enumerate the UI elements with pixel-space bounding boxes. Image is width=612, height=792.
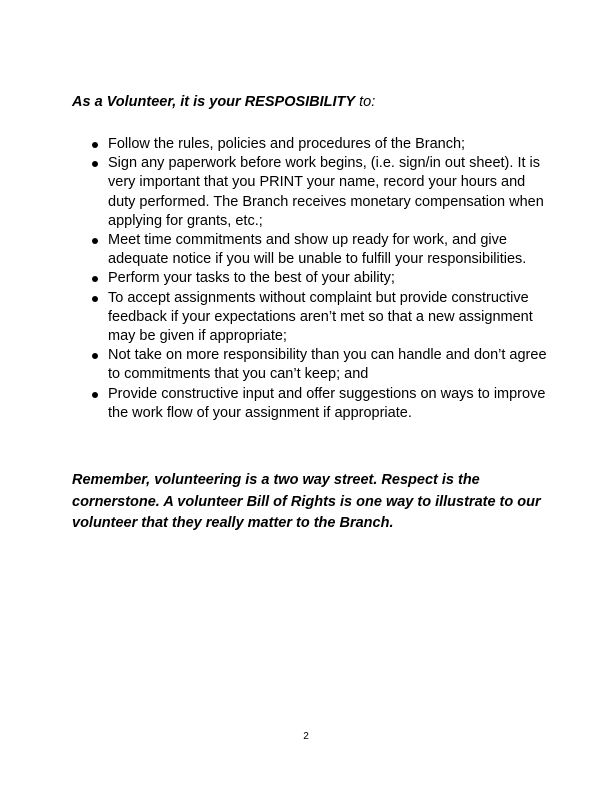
intro-tail: to:	[355, 94, 376, 110]
intro-heading	[72, 93, 542, 112]
bullet-icon	[92, 296, 98, 302]
list-item-text: Meet time commitments and show up ready for work, and give adequate notice if you will be unable to fulfill your responsibilities.	[108, 232, 527, 268]
list-item	[88, 269, 548, 288]
list-item-text: Follow the rules, policies and procedures of the Branch;	[108, 136, 466, 152]
intro-lead: As a Volunteer, it is your RESPOSIBILITY	[72, 94, 356, 110]
bullet-icon	[92, 276, 98, 282]
list-item	[88, 135, 548, 154]
bullet-icon	[92, 392, 98, 398]
list-item-text: Provide constructive input and offer suggestions on ways to improve the work flow of your assignment if appropriate.	[108, 385, 546, 421]
list-item-text: Sign any paperwork before work begins, (i.e. sign/in out sheet). It is very important that you PRINT your name, record your hours and duty performed. The Branch receives monetary compensation when applying for grants, etc.;	[108, 155, 544, 229]
bullet-icon	[92, 238, 98, 244]
bullet-icon	[92, 161, 98, 167]
responsibilities-list	[88, 135, 548, 423]
list-item	[88, 154, 548, 231]
list-item	[88, 385, 548, 423]
page-number: 2	[303, 731, 309, 742]
list-item-text: To accept assignments without complaint but provide constructive feedback if your expectations aren’t met so that a new assignment may be given if appropriate;	[108, 289, 533, 345]
list-item	[88, 289, 548, 347]
remember-paragraph: Remember, volunteering is a two way street. Respect is the cornerstone. A volunteer Bill of Rights is one way to illustrate to our volunteer that they really matter to the Branch.	[72, 472, 541, 531]
bullet-icon	[92, 353, 98, 359]
list-item-text: Not take on more responsibility than you can handle and don’t agree to commitments that you can’t keep; and	[108, 347, 547, 383]
list-item	[88, 346, 548, 384]
list-item	[88, 231, 548, 269]
bullet-icon	[92, 142, 98, 148]
list-item-text: Perform your tasks to the best of your ability;	[108, 270, 395, 287]
